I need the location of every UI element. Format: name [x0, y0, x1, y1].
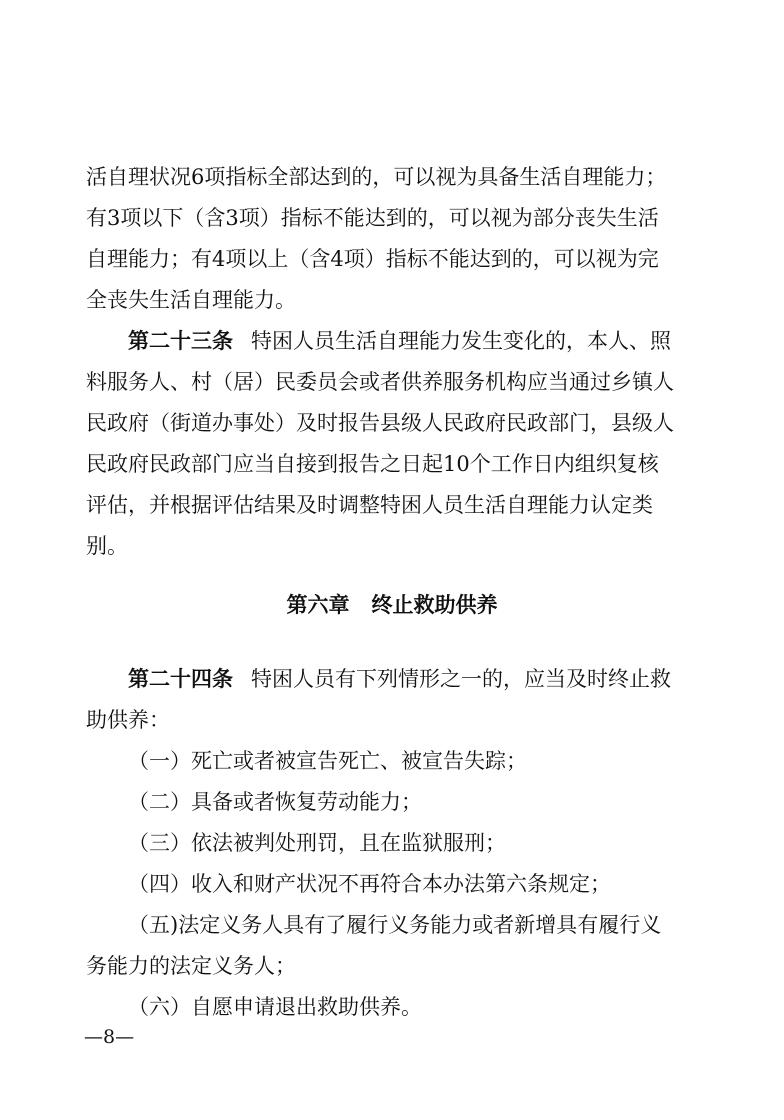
chapter-heading: [0, 591, 784, 619]
chapter-number: 第六章: [286, 593, 350, 617]
text-line: 有3项以下（含3项）指标不能达到的，可以视为部分丧失生活: [86, 206, 659, 230]
text-line: 自理能力；有4项以上（含4项）指标不能达到的，可以视为完: [86, 247, 659, 271]
text-line: 料服务人、村（居）民委员会或者供养服务机构应当通过乡镇人: [86, 370, 674, 394]
text-line: 全丧失生活自理能力。: [86, 288, 296, 312]
list-item: （四）收入和财产状况不再符合本办法第六条规定；: [128, 872, 611, 896]
text-line: 别。: [86, 534, 128, 558]
list-item: （三）依法被判处刑罚，且在监狱服刑；: [128, 831, 506, 855]
text-line: 助供养：: [86, 708, 170, 732]
list-item-continuation: 务能力的法定义务人；: [86, 954, 296, 978]
list-item: （五)法定义务人具有了履行义务能力或者新增具有履行义: [128, 913, 662, 937]
page-number: —8—: [84, 1026, 135, 1048]
chapter-title: 终止救助供养: [371, 593, 498, 617]
text-line: 民政府（街道办事处）及时报告县级人民政府民政部门，县级人: [86, 411, 674, 435]
article-23-label: 第二十三条: [128, 329, 233, 353]
text-line: 民政府民政部门应当自接到报告之日起10个工作日内组织复核: [86, 452, 659, 476]
list-item: （一）死亡或者被宣告死亡、被宣告失踪；: [128, 749, 527, 773]
article-24-first-line: [128, 665, 728, 693]
text-line: 活自理状况6项指标全部达到的，可以视为具备生活自理能力；: [86, 165, 667, 189]
article-24-label: 第二十四条: [128, 667, 233, 691]
text-line: 特困人员有下列情形之一的，应当及时终止救: [251, 667, 671, 691]
text-line: 评估，并根据评估结果及时调整特困人员生活自理能力认定类: [86, 493, 653, 517]
text-line: 特困人员生活自理能力发生变化的，本人、照: [251, 329, 671, 353]
article-23-first-line: [128, 327, 728, 355]
list-item: （二）具备或者恢复劳动能力；: [128, 790, 422, 814]
list-item: （六）自愿申请退出救助供养。: [128, 995, 422, 1019]
